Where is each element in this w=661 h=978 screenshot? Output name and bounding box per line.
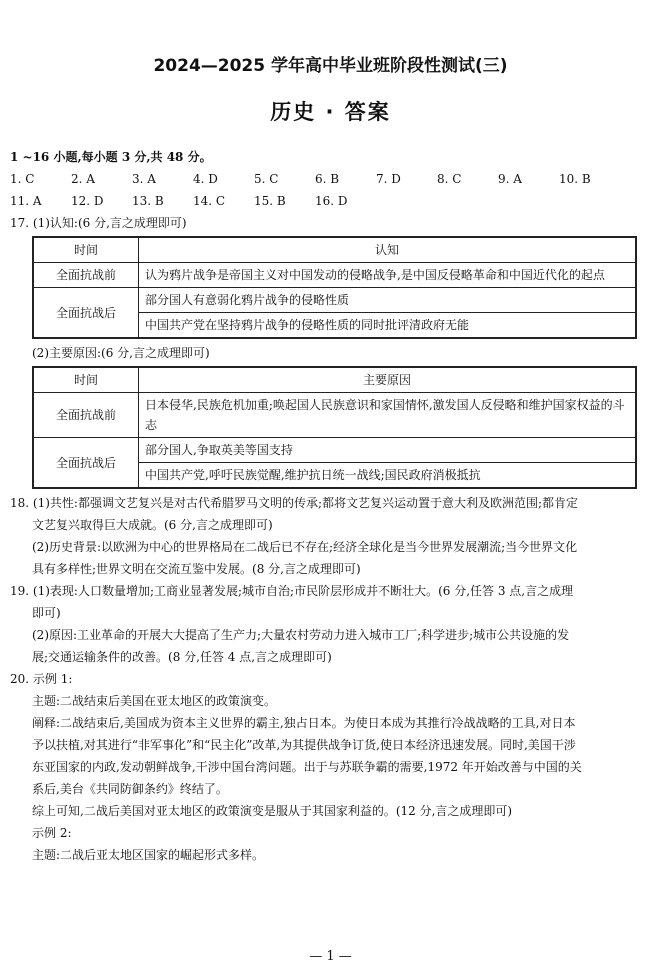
table-header: 时间: [33, 237, 139, 263]
mc-answer: 2. A: [71, 172, 95, 186]
table-header: 认知: [139, 237, 637, 263]
mc-answers-row-1: [10, 168, 638, 190]
mc-intro: 1 ~16 小题,每小题 3 分,共 48 分。: [10, 150, 212, 164]
table-row: [33, 288, 636, 313]
q20-line: 阐释:二战结束后,美国成为资本主义世界的霸主,独占日本。为使日本成为其推行冷战战略的工具,对日本: [32, 716, 576, 730]
answer-content: [10, 146, 638, 866]
time-cell: 全面抗战前: [33, 263, 139, 288]
q20-line: 示例 2:: [32, 826, 72, 840]
table-header: 时间: [33, 367, 139, 393]
q20-line: 东亚国家的内政,发动朝鲜战争,干涉中国台湾问题。出于与苏联争霸的需要,1972 年开始改善与中国的关: [32, 760, 582, 774]
q19-line: 即可): [32, 606, 61, 620]
mc-answer: 16. D: [315, 194, 348, 208]
q17-table-2: [32, 366, 637, 489]
time-cell: 全面抗战前: [33, 393, 139, 438]
q20-line: 主题:二战后亚太地区国家的崛起形式多样。: [32, 848, 265, 862]
mc-answer: 4. D: [193, 172, 218, 186]
content-cell: 部分国人有意弱化鸦片战争的侵略性质: [139, 288, 637, 313]
q19-line: 展;交通运输条件的改善。(8 分,任答 4 点,言之成理即可): [32, 650, 332, 664]
q17-part1-label: 17. (1)认知:(6 分,言之成理即可): [10, 216, 187, 230]
q20-line: 20. 示例 1:: [10, 672, 73, 686]
q18-line: 18. (1)共性:都强调文艺复兴是对古代希腊罗马文明的传承;都将文艺复兴运动置于意大利及欧洲范围;都肯定: [10, 496, 579, 510]
q17-part2-label: (2)主要原因:(6 分,言之成理即可): [32, 346, 210, 360]
mc-answer: 12. D: [71, 194, 104, 208]
q20-line: 主题:二战结束后美国在亚太地区的政策演变。: [32, 694, 277, 708]
mc-answer: 9. A: [498, 172, 522, 186]
mc-answers-row-2: [10, 190, 638, 212]
exam-subtitle: 历史 · 答案: [270, 100, 391, 124]
q19-line: 19. (1)表现:人口数量增加;工商业显著发展;城市自治;市民阶层形成并不断壮大。(6 分,任答 3 点,言之成理: [10, 584, 574, 598]
mc-answer: 8. C: [437, 172, 462, 186]
mc-answer: 15. B: [254, 194, 286, 208]
content-cell: 日本侵华,民族危机加重;唤起国人民族意识和家国情怀,激发国人反侵略和维护国家权益的斗志: [139, 393, 637, 438]
table-header-row: [33, 367, 636, 393]
mc-answer: 13. B: [132, 194, 164, 208]
q20-line: 予以扶植,对其进行“非军事化”和“民主化”改革,为其提供战争订货,使日本经济迅速发展。同时,美国干涉: [32, 738, 576, 752]
q20-line: 综上可知,二战后美国对亚太地区的政策演变是服从于其国家利益的。(12 分,言之成理即可): [32, 804, 513, 818]
mc-answer: 1. C: [10, 172, 35, 186]
content-cell: 认为鸦片战争是帝国主义对中国发动的侵略战争,是中国反侵略革命和中国近代化的起点: [139, 263, 637, 288]
mc-answer: 7. D: [376, 172, 401, 186]
mc-answer: 3. A: [132, 172, 156, 186]
content-cell: 中国共产党,呼吁民族觉醒,维护抗日统一战线;国民政府消极抵抗: [139, 463, 637, 489]
table-header: 主要原因: [139, 367, 637, 393]
mc-answer: 14. C: [193, 194, 226, 208]
q18-line: (2)历史背景:以欧洲为中心的世界格局在二战后已不存在;经济全球化是当今世界发展潮流;当今世界文化: [32, 540, 578, 554]
exam-title: 2024—2025 学年高中毕业班阶段性测试(三): [153, 56, 508, 76]
time-cell: 全面抗战后: [33, 288, 139, 339]
mc-answer: 10. B: [559, 172, 591, 186]
content-cell: 中国共产党在坚持鸦片战争的侵略性质的同时批评清政府无能: [139, 313, 637, 339]
table-header-row: [33, 237, 636, 263]
table-row: [33, 263, 636, 288]
time-cell: 全面抗战后: [33, 438, 139, 489]
q18-line: 具有多样性;世界文明在交流互鉴中发展。(8 分,言之成理即可): [32, 562, 361, 576]
q17-table-1: [32, 236, 637, 339]
q19-line: (2)原因:工业革命的开展大大提高了生产力;大量农村劳动力进入城市工厂;科学进步;城市公共设施的发: [32, 628, 570, 642]
table-row: [33, 438, 636, 463]
mc-answer: 5. C: [254, 172, 279, 186]
content-cell: 部分国人,争取英美等国支持: [139, 438, 637, 463]
q18-line: 文艺复兴取得巨大成就。(6 分,言之成理即可): [32, 518, 273, 532]
mc-answer: 11. A: [10, 194, 42, 208]
table-row: [33, 393, 636, 438]
mc-answer: 6. B: [315, 172, 340, 186]
page-number: — 1 —: [309, 949, 352, 964]
q20-line: 系后,美台《共同防御条约》终结了。: [32, 782, 228, 796]
